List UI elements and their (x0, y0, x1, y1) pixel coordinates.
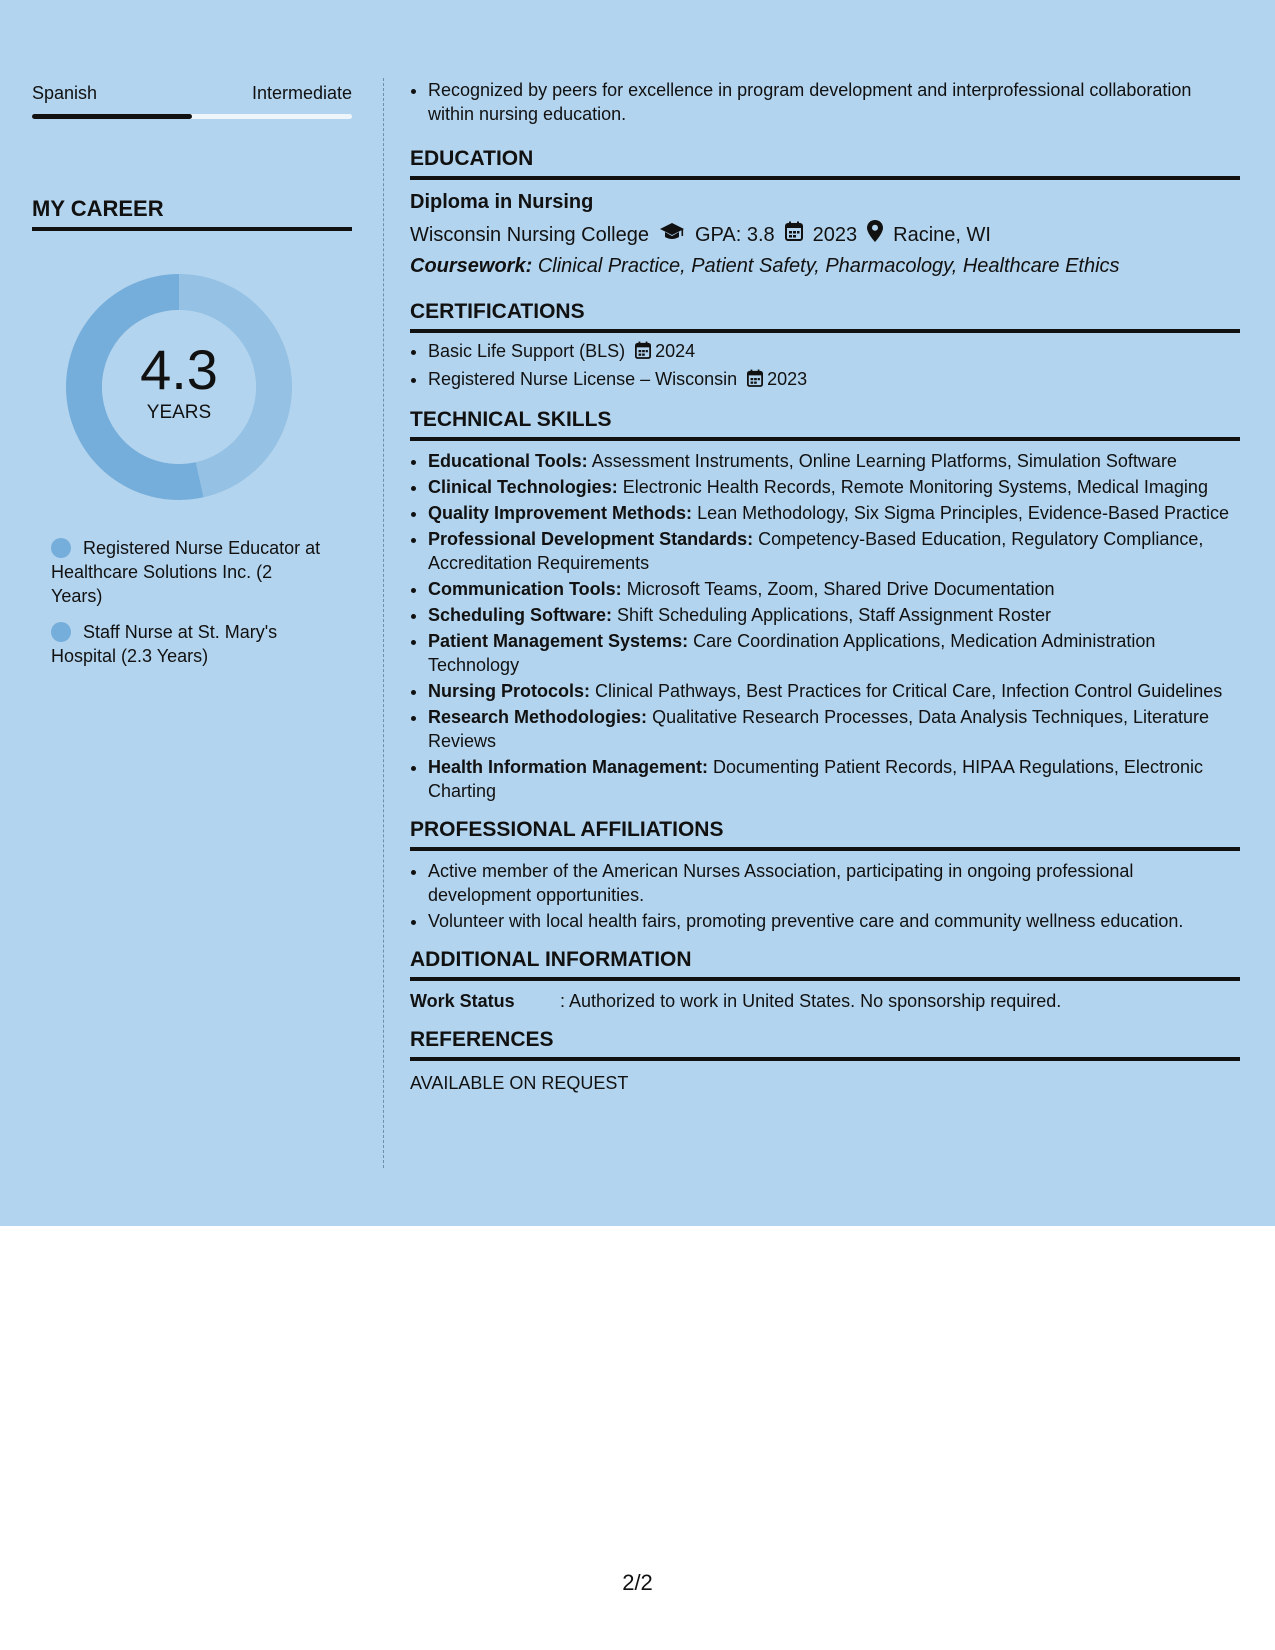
education-school: Wisconsin Nursing College (410, 223, 649, 246)
total-years-value: 4.3 (140, 338, 218, 401)
work-status-label: Work Status (410, 991, 515, 1011)
coursework-label: Coursework: (410, 255, 533, 277)
language-proficiency-fill (32, 114, 192, 119)
skill-text: Shift Scheduling Applications, Staff Assignment Roster (617, 605, 1051, 625)
education-heading: EDUCATION (410, 146, 1240, 180)
skill-text: Documenting Patient Records, HIPAA Regulations, Electronic Charting (428, 757, 1203, 801)
education-section (410, 146, 1240, 279)
education-gpa: GPA: 3.8 (694, 223, 775, 246)
page-number: 2/2 (622, 1570, 653, 1595)
skill-text: Clinical Pathways, Best Practices for Critical Care, Infection Control Guidelines (595, 681, 1223, 701)
references-section (410, 1027, 1240, 1095)
skill-label: Professional Development Standards: (428, 529, 754, 549)
education-location: Racine, WI (893, 223, 991, 246)
donut-center (66, 274, 292, 500)
education-degree: Diploma in Nursing (410, 191, 594, 213)
affiliation-item: • Active member of the American Nurses Association, participating in ongoing professional development opportunities. (428, 859, 1240, 907)
skill-text: Electronic Health Records, Remote Monitoring Systems, Medical Imaging (622, 477, 1208, 497)
calendar-icon (785, 221, 803, 248)
skill-label: Educational Tools: (428, 451, 588, 471)
right-column (410, 78, 1240, 1095)
work-status-row (410, 989, 1240, 1013)
skills-section (410, 407, 1240, 803)
skill-label: Research Methodologies: (428, 707, 648, 727)
skill-item (428, 527, 1240, 575)
career-heading: MY CAREER (32, 196, 164, 221)
skill-label: Clinical Technologies: (428, 477, 618, 497)
affiliation-item: • Volunteer with local health fairs, promoting preventive care and community wellness education. (428, 909, 1240, 933)
education-year: 2023 (812, 223, 858, 246)
skill-item (428, 755, 1240, 803)
certifications-section (410, 299, 1240, 393)
calendar-icon (635, 341, 651, 365)
certification-name: Registered Nurse License – Wisconsin (428, 369, 738, 389)
skill-text: Qualitative Research Processes, Data Analysis Techniques, Literature Reviews (428, 707, 1210, 751)
graduation-cap-icon (659, 221, 685, 248)
skill-text: Competency-Based Education, Regulatory Compliance, Accreditation Requirements (428, 529, 1204, 573)
intro-bullets (410, 78, 1240, 126)
language-row (32, 82, 352, 104)
certification-item (428, 367, 1240, 393)
references-heading: REFERENCES (410, 1027, 1240, 1061)
skill-text: Assessment Instruments, Online Learning Platforms, Simulation Software (591, 451, 1177, 471)
skill-label: Communication Tools: (428, 579, 622, 599)
skill-text: Care Coordination Applications, Medication Administration Technology (428, 631, 1156, 675)
skill-label: Health Information Management: (428, 757, 709, 777)
career-legend-label: Registered Nurse Educator at Healthcare Solutions Inc. (2 Years) (51, 538, 321, 606)
skill-item (428, 629, 1240, 677)
certification-item (428, 339, 1240, 365)
education-details (410, 220, 1240, 249)
career-legend (51, 536, 321, 680)
additional-info-heading: ADDITIONAL INFORMATION (410, 947, 1240, 981)
column-divider (383, 78, 384, 1168)
work-status-value: : Authorized to work in United States. No sponsorship required. (560, 991, 1062, 1011)
career-legend-item (51, 536, 321, 608)
affiliations-heading: PROFESSIONAL AFFILIATIONS (410, 817, 1240, 851)
certification-year: 2024 (655, 341, 696, 361)
intro-bullet: • Recognized by peers for excellence in program development and interprofessional collaboration within nursing education. (428, 78, 1240, 126)
skill-item (428, 603, 1240, 627)
affiliations-section (410, 817, 1240, 933)
education-coursework (410, 253, 1240, 279)
certification-name: Basic Life Support (BLS) (428, 341, 626, 361)
additional-info-section (410, 947, 1240, 1013)
career-heading-rule (32, 227, 352, 231)
skills-heading: TECHNICAL SKILLS (410, 407, 1240, 441)
certifications-heading: CERTIFICATIONS (410, 299, 1240, 333)
references-text: AVAILABLE ON REQUEST (410, 1073, 629, 1093)
skill-label: Scheduling Software: (428, 605, 613, 625)
map-pin-icon (867, 220, 883, 249)
coursework-text: Clinical Practice, Patient Safety, Pharmacology, Healthcare Ethics (537, 255, 1120, 277)
skill-label: Quality Improvement Methods: (428, 503, 693, 523)
skill-text: Microsoft Teams, Zoom, Shared Drive Documentation (626, 579, 1055, 599)
skill-text: Lean Methodology, Six Sigma Principles, Evidence-Based Practice (697, 503, 1230, 523)
career-legend-item (51, 620, 321, 668)
language-level: Intermediate (251, 83, 352, 103)
career-donut-chart (66, 274, 292, 500)
skill-item (428, 577, 1240, 601)
certification-year: 2023 (767, 369, 808, 389)
skill-item (428, 475, 1240, 499)
skill-item (428, 449, 1240, 473)
legend-dot-icon (51, 538, 71, 558)
calendar-icon (747, 369, 763, 393)
language-name: Spanish (32, 83, 98, 103)
skill-item (428, 501, 1240, 525)
skill-label: Patient Management Systems: (428, 631, 689, 651)
skill-label: Nursing Protocols: (428, 681, 591, 701)
career-legend-label: Staff Nurse at St. Mary's Hospital (2.3 Years) (51, 622, 278, 666)
legend-dot-icon (51, 622, 71, 642)
skill-item (428, 705, 1240, 753)
skill-item (428, 679, 1240, 703)
language-proficiency-bar (32, 114, 352, 119)
total-years-unit: YEARS (146, 402, 212, 423)
